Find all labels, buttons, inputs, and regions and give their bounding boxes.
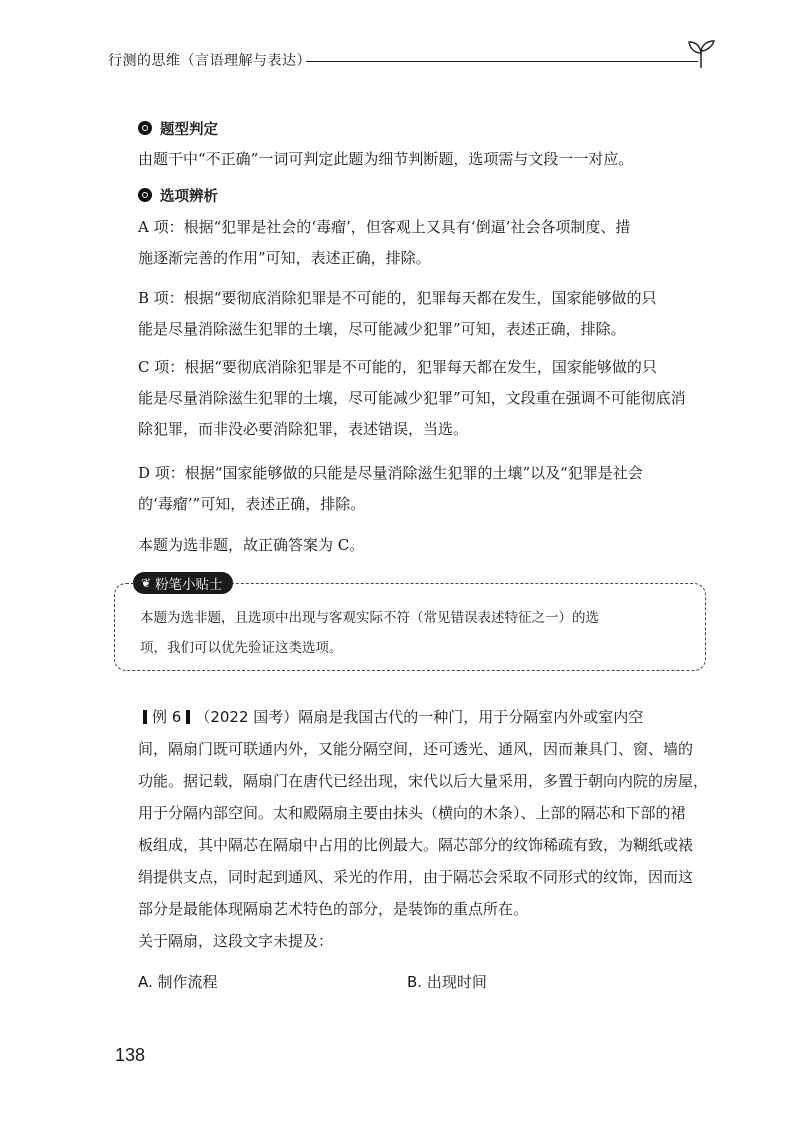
type-judgement-paragraph — [138, 144, 698, 175]
example-line: 部分是最能体现隔扇艺术特色的部分，是装饰的重点所在。 — [138, 900, 529, 918]
example-line: 间，隔扇门既可联通内外，又能分隔空间，还可透光、通风，因而兼具门、窗、墙的 — [138, 740, 694, 758]
tip-line: 项，我们可以优先验证这类选项。 — [140, 640, 343, 656]
header-rule — [306, 61, 698, 62]
tip-line: 本题为选非题，且选项中出现与客观实际不符（常见错误表述特征之一）的选 — [140, 610, 599, 626]
example-line: 绢提供支点，同时起到通风、采光的作用，由于隔芯会采取不同形式的纹饰，因而这 — [138, 868, 694, 886]
clock-icon — [138, 188, 152, 202]
page-number: 138 — [115, 1045, 146, 1065]
example-line: 板组成，其中隔芯在隔扇中占用的比例最大。隔芯部分的纹饰稀疏有致，为糊纸或裱 — [138, 836, 694, 854]
section-heading-type-text: 题型判定 — [160, 121, 218, 138]
example-first-line-text: （2022 国考）隔扇是我国古代的一种门，用于分隔室内外或室内空 — [195, 708, 644, 726]
example-question: 关于隔扇，这段文字未提及： — [138, 932, 334, 950]
option-b-analysis — [138, 283, 698, 345]
answer-conclusion — [138, 530, 698, 561]
example-tag: 例 6 — [152, 708, 182, 726]
example-line: 功能。据记载，隔扇门在唐代已经出现，宋代以后大量采用，多置于朝向内院的房屋， — [138, 772, 709, 790]
tip-label — [133, 572, 233, 594]
paragraph-line: 由题干中“不正确”一词可判定此题为细节判断题，选项需与文段一一对应。 — [138, 150, 634, 168]
sprout-icon — [684, 36, 718, 70]
paragraph-line: C 项：根据“要彻底消除犯罪是不可能的，犯罪每天都在发生，国家能够做的只 — [138, 358, 657, 376]
paragraph-line: 除犯罪，而非没必要消除犯罪，表述错误，当选。 — [138, 420, 469, 438]
example-first-line — [138, 701, 708, 733]
paragraph-line: D 项：根据“国家能够做的只能是尽量消除滋生犯罪的土壤”以及“犯罪是社会 — [138, 464, 643, 482]
example-passage — [138, 701, 708, 957]
running-header — [108, 50, 708, 74]
paragraph-line: A 项：根据“犯罪是社会的‘毒瘤’，但客观上又具有‘倒逼’社会各项制度、措 — [138, 218, 631, 236]
gear-icon — [138, 121, 152, 135]
bracket-bar-left — [143, 710, 147, 724]
paragraph-line: 本题为选非题，故正确答案为 C。 — [138, 536, 365, 554]
paragraph-line: 的‘毒瘤’”可知，表述正确，排除。 — [138, 495, 366, 513]
section-heading-options-text: 选项辨析 — [160, 188, 218, 205]
option-d-analysis — [138, 458, 698, 520]
section-heading-type — [138, 117, 218, 139]
bracket-bar-right — [186, 710, 190, 724]
example-line: 用于分隔内部空间。太和殿隔扇主要由抹头（横向的木条）、上部的隔芯和下部的裙 — [138, 804, 686, 822]
choice-a: A. 制作流程 — [138, 973, 218, 991]
paragraph-line: B 项：根据“要彻底消除犯罪是不可能的，犯罪每天都在发生，国家能够做的只 — [138, 289, 657, 307]
option-c-analysis — [138, 352, 698, 445]
section-heading-options — [138, 184, 218, 206]
paragraph-line: 能是尽量消除滋生犯罪的土壤，尽可能减少犯罪”可知，文段重在强调不可能彻底消 — [138, 389, 686, 407]
sprout-icon: ❦ — [141, 576, 152, 590]
paragraph-line: 能是尽量消除滋生犯罪的土壤，尽可能减少犯罪”可知，表述正确，排除。 — [138, 320, 626, 338]
tip-label-text: 粉笔小贴士 — [155, 577, 223, 593]
running-header-title: 行测的思维（言语理解与表达） — [108, 53, 311, 69]
paragraph-line: 施逐渐完善的作用”可知，表述正确，排除。 — [138, 249, 431, 267]
choice-b: B. 出现时间 — [407, 973, 487, 991]
option-a-analysis — [138, 212, 698, 274]
tip-text — [140, 603, 692, 663]
